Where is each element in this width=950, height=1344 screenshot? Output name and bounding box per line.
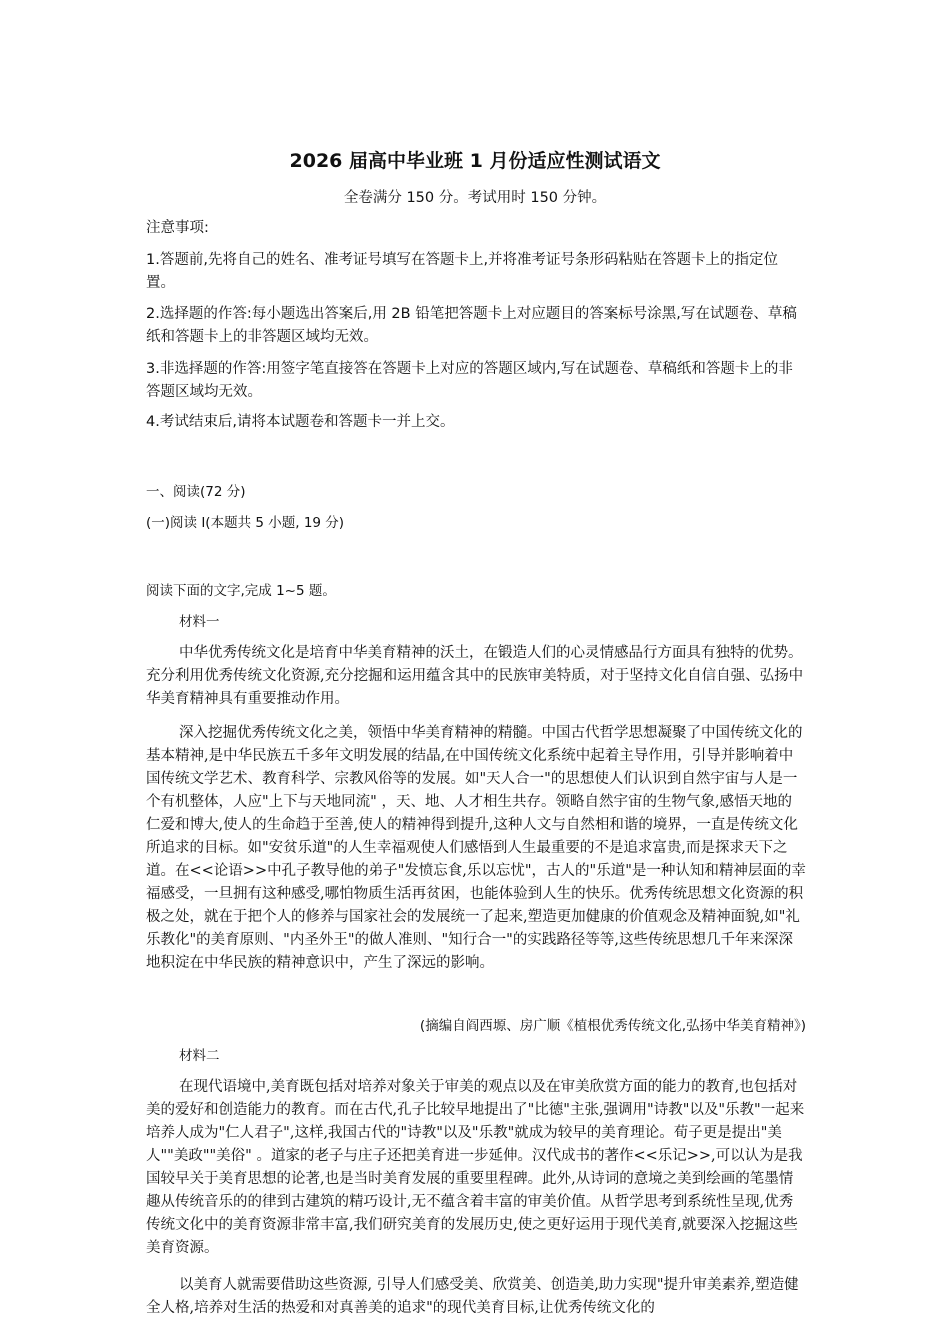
material-1-source: (摘编自阎西塬、房广顺《植根优秀传统文化,弘扬中华美育精神》) <box>419 1018 806 1034</box>
notice-item-3: 3.非选择题的作答:用签字笔直接答在答题卡上对应的答题区域内,写在试题卷、草稿纸和答题卡上的非答题区域均无效。 <box>146 361 793 400</box>
material-2-label: 材料二 <box>179 1048 220 1064</box>
material-1-paragraph-1: 中华优秀传统文化是培育中华美育精神的沃土，在锻造人们的心灵情感品行方面具有独特的优势。充分利用优秀传统文化资源,充分挖掘和运用蕴含其中的民族审美特质，对于坚持文化自信自强、弘扬中华美育精神具有重要推动作用。 <box>146 645 804 707</box>
notice-item-2: 2.选择题的作答:每小题选出答案后,用 2B 铅笔把答题卡上对应题目的答案标号涂黑,写在试题卷、草稿纸和答题卡上的非答题区域均无效。 <box>146 306 797 345</box>
notice-heading: 注意事项: <box>146 220 209 236</box>
exam-subtitle: 全卷满分 150 分。考试用时 150 分钟。 <box>343 190 607 206</box>
material-1-label: 材料一 <box>179 614 220 630</box>
material-1-paragraph-2: 深入挖掘优秀传统文化之美，领悟中华美育精神的精髓。中国古代哲学思想凝聚了中国传统文化的基本精神,是中华民族五千多年文明发展的结晶,在中国传统文化系统中起着主导作用，引导并影响着中国传统文学艺术、教育科学、宗教风俗等的发展。如"天人合一"的思想使人们认识到自然宇宙与人是一个有机整体，人应"上下与天地同流" ，天、地、人才相生共存。领略自然宇宙的生物气象,感悟天地的仁爱和博大,使人的生命趋于至善,使人的精神得到提升,这种人文与自然相和谐的境界，一直是传统文化所追求的目标。如"安贫乐道"的人生幸福观使人们感悟到人生最重要的不是追求富贵,而是探求天下之道。在<<论语>>中孔子教导他的弟子"发愤忘食,乐以忘忧"，古人的"乐道"是一种认知和精神层面的幸福感受，一旦拥有这种感受,哪怕物质生活再贫困，也能体验到人生的快乐。优秀传统思想文化资源的积极之处，就在于把个人的修养与国家社会的发展统一了起来,塑造更加健康的价值观念及精神面貌,如"礼乐教化"的美育原则、"内圣外王"的做人准则、"知行合一"的实践路径等等,这些传统思想几千年来深深地积淀在中华民族的精神意识中，产生了深远的影响。 <box>146 725 806 971</box>
exam-title: 2026 届高中毕业班 1 月份适应性测试语文 <box>289 150 661 172</box>
notice-item-4: 4.考试结束后,请将本试题卷和答题卡一并上交。 <box>146 414 455 430</box>
part-title: 一、阅读(72 分) <box>146 484 246 500</box>
notice-item-1: 1.答题前,先将自己的姓名、准考证号填写在答题卡上,并将准考证号条形码粘贴在答题卡上的指定位置。 <box>146 252 779 291</box>
reading-instruction: 阅读下面的文字,完成 1~5 题。 <box>146 583 336 599</box>
material-2-paragraph-2: 以美育人就需要借助这些资源, 引导人们感受美、欣赏美、创造美,助力实现"提升审美素养,塑造健全人格,培养对生活的热爱和对真善美的追求"的现代美育目标,让优秀传统文化的 <box>146 1277 799 1316</box>
material-2-paragraph-1: 在现代语境中,美育既包括对培养对象关于审美的观点以及在审美欣赏方面的能力的教育,也包括对美的爱好和创造能力的教育。而在古代,孔子比较早地提出了"比德"主张,强调用"诗教"以及"乐教"一起来培养人成为"仁人君子",这样,我国古代的"诗教"以及"乐教"就成为较早的美育理论。荀子更是提出"美人""美政""美俗" 。道家的老子与庄子还把美育进一步延伸。汉代成书的著作<<乐记>>,可以认为是我国较早关于美育思想的论著,也是当时美育发展的重要里程碑。此外,从诗词的意境之美到绘画的笔墨情趣从传统音乐的的律到古建筑的精巧设计,无不蕴含着丰富的审美价值。从哲学思考到系统性呈现,优秀传统文化中的美育资源非常丰富,我们研究美育的发展历史,使之更好运用于现代美育,就要深入挖掘这些美育资源。 <box>146 1079 805 1256</box>
section-title: (一)阅读 I(本题共 5 小题, 19 分) <box>146 515 345 531</box>
